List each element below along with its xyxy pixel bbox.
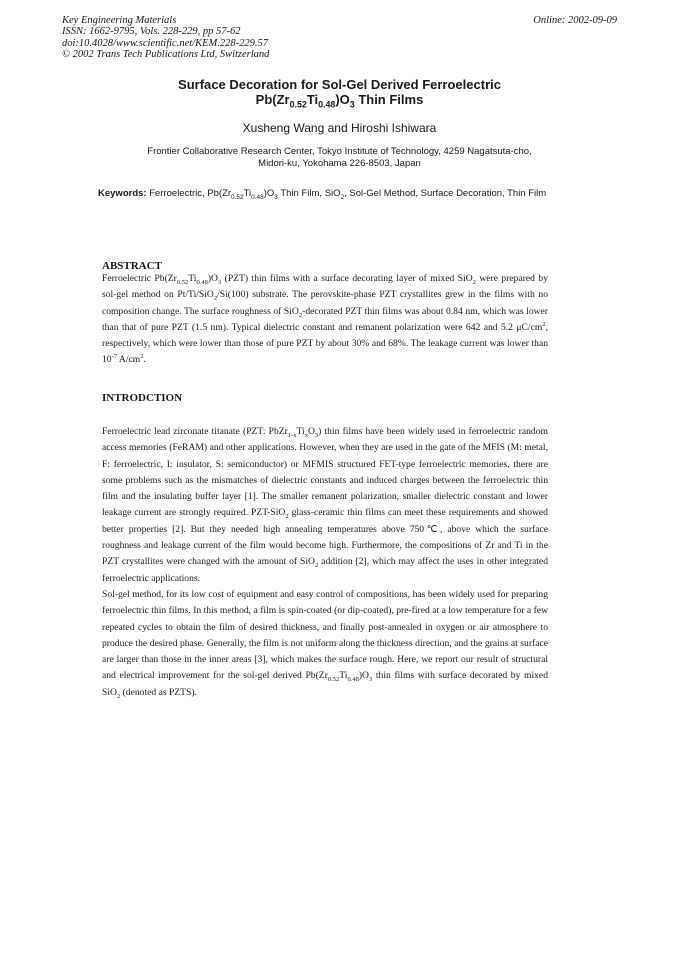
journal-header <box>62 15 617 60</box>
affiliation-line-1: Frontier Collaborative Research Center, Tokyo Institute of Technology, 4259 Nagatsuta-cho, <box>147 146 532 157</box>
journal-name: Key Engineering Materials <box>62 15 177 26</box>
affiliation <box>62 146 617 170</box>
title-line-1: Surface Decoration for Sol-Gel Derived Ferroelectric <box>178 77 501 92</box>
abstract-heading: ABSTRACT <box>102 260 162 272</box>
intro-paragraph-2: Sol-gel method, for its low cost of equipment and easy control of compositions, has been widely used for preparing ferroelectric thin films. In this method, a film is spin-coated (or dip-coated), pre-fired at a low temperature for a few repeated cycles to obtain the film of desired thickness, and finally post-annealed in oxygen or air atmosphere to produce the desired phase. Generally, the film is not uniform along the thickness direction, and the grains at surface are larger than those in the inner areas [3], which makes the surface rough. Here, we report our result of structural and electrical improvement for the sol-gel derived $Pb(Zr_{0.52}Ti_{0.48})O_3$ thin films with surface decorated by mixed SiO$_2$ (denoted as PZTS). <box>102 588 548 700</box>
affiliation-line-2: Midori-ku, Yokohama 226-8503, Japan <box>258 158 421 169</box>
introduction-heading: INTRODCTION <box>102 392 183 404</box>
title-line-2: $Pb(Zr_{0.52}Ti_{0.48})O_3$ Thin Films <box>255 92 424 110</box>
introduction-text <box>102 424 548 701</box>
abstract-text: Ferroelectric $Pb(Zr_{0.52}Ti_{0.48})O_3$ (PZT) thin films with a surface decorating layer of mixed SiO$_2$ were prepared by sol-gel method on Pt/Ti/SiO$_2$/Si(100) substrate. The perovskite-phase PZT crystallites grew in the films with no composition change. The surface roughness of SiO$_2$-decorated PZT thin films was about 0.84 nm, which was lower than that of pure PZT (1.5 nm). Typical dielectric constant and remanent polarization were 642 and 5.2 $\mu C/cm^2$, respectively, which were lower than those of pure PZT by about 30% and 68%. The leakage current was lower than $10^{-7}$ $A/cm^2$. <box>102 273 549 366</box>
doi-line: doi:10.4028/www.scientific.net/KEM.228-229.57 <box>62 37 268 49</box>
paper-title <box>62 77 617 110</box>
keywords-label: Keywords: <box>98 188 147 199</box>
intro-paragraph-1: Ferroelectric lead zirconate titanate (PZT: $PbZr_{1-x}Ti_xO_3$) thin films have been widely used in ferroelectric random access memories (FeRAM) and other applications. However, when they are used in the gate of the MFIS (M: metal, F: ferroelectric, I: insulator, S: semiconductor) or MFMIS structured FET-type ferroelectric memories, there are some problems such as the mismatches of dielectric constants and induced charges between the ferroelectric thin film and the insulating buffer layer [1]. The smaller remanent polarization, smaller dielectric constant and lower leakage current are strongly required. PZT-SiO$_2$ glass-ceramic thin films can meet these requirements and showed better properties [2]. But they needed high annealing temperatures above 750℃, above which the surface roughness and leakage current of the film would become high. Furthermore, the compositions of Zr and Ti in the PZT crystallites were changed with the amount of SiO$_2$ addition [2], which may affect the uses in other integrated ferroelectric applications. <box>102 426 548 584</box>
keywords: Keywords: Ferroelectric, $Pb(Zr_{0.52}Ti_{0.48})O_3$ Thin Film, SiO$_2$, Sol-Gel Method, Surface Decoration, Thin Film <box>98 188 547 201</box>
issn-line: ISSN: 1662-9795, Vols. 228-229, pp 57-62 <box>62 26 241 38</box>
authors: Xusheng Wang and Hiroshi Ishiwara <box>242 121 437 135</box>
online-date: Online: 2002-09-09 <box>533 15 617 26</box>
copyright-line: © 2002 Trans Tech Publications Ltd, Switzerland <box>62 48 270 60</box>
